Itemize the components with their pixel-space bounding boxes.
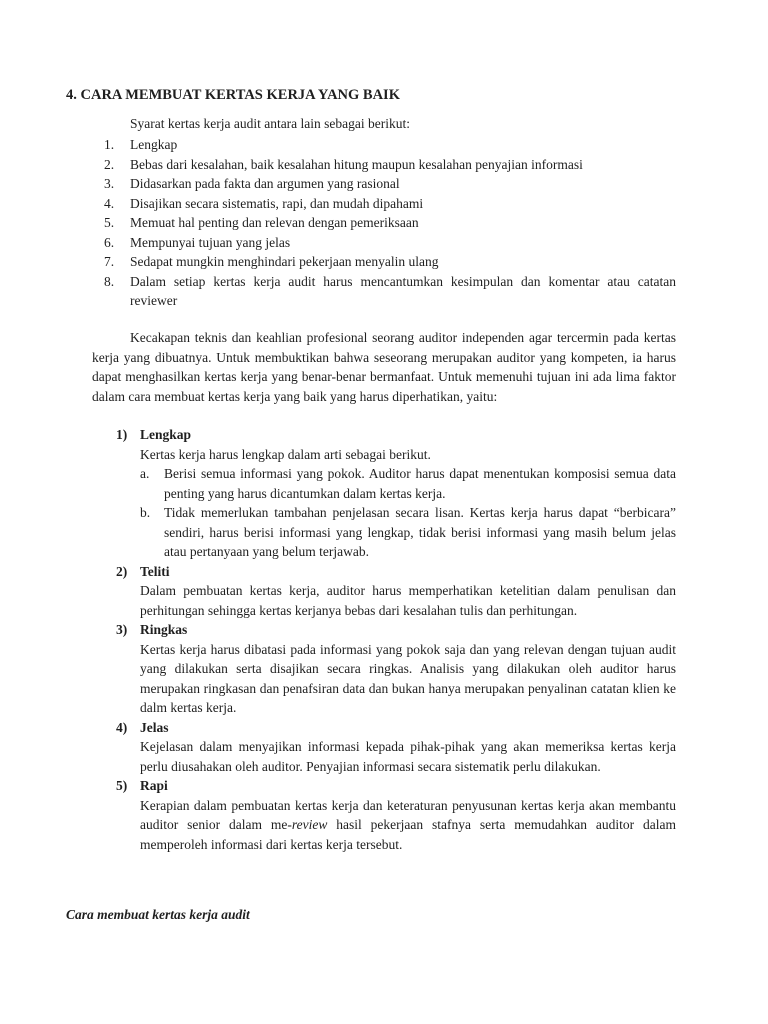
body-paragraph: Kecakapan teknis dan keahlian profesional seorang auditor independen agar tercermin pada kertas kerja yang dibuatnya. Untuk membuktikan bahwa seseorang merupakan auditor yang kompeten, ia harus dapat menghasilkan kertas kerja yang benar-benar bermanfaat. Untuk memenuhi tujuan ini ada lima faktor dalam cara membuat kertas kerja yang baik yang harus diperhatikan, yaitu: <box>92 330 676 404</box>
list-text: Mempunyai tujuan yang jelas <box>130 234 291 250</box>
sub-text: Tidak memerlukan tambahan penjelasan secara lisan. Kertas kerja harus dapat “berbicara” sendiri, harus berisi informasi yang lengkap, tidak berisi informasi yang masih belum jelas atau pertanyaan yang belum terjawab. <box>164 505 676 559</box>
factor-number: 2) <box>116 563 128 579</box>
factor-body <box>140 796 676 855</box>
factor-title: Rapi <box>140 778 168 793</box>
sub-text: Berisi semua informasi yang pokok. Auditor harus dapat menentukan komposisi semua data penting yang harus dicantumkan dalam kertas kerja. <box>164 466 676 501</box>
list-text: Didasarkan pada fakta dan argumen yang rasional <box>130 176 400 191</box>
list-text: Disajikan secara sistematis, rapi, dan mudah dipahami <box>130 195 424 211</box>
list-item <box>104 272 676 311</box>
sub-item <box>140 464 676 503</box>
sub-label: a. <box>140 466 150 481</box>
list-number: 3. <box>104 176 115 191</box>
closing-heading: Cara membuat kertas kerja audit <box>66 907 250 922</box>
list-text: Memuat hal penting dan relevan dengan pemeriksaan <box>130 215 419 230</box>
factor-title: Lengkap <box>140 427 192 442</box>
list-item <box>104 213 676 233</box>
list-item <box>104 252 676 272</box>
factor-body: Kertas kerja harus lengkap dalam arti sebagai berikut. <box>140 446 431 462</box>
requirements-list <box>104 135 676 311</box>
list-item <box>104 194 676 214</box>
factor-number: 5) <box>116 778 128 793</box>
list-text: Lengkap <box>130 137 178 152</box>
list-number: 1. <box>104 137 115 152</box>
list-text: Sedapat mungkin menghindari pekerjaan menyalin ulang <box>130 254 439 269</box>
section-heading: 4. CARA MEMBUAT KERTAS KERJA YANG BAIK <box>66 87 400 103</box>
factor-jelas <box>116 718 676 777</box>
list-item <box>104 233 676 253</box>
factor-number: 1) <box>116 427 128 442</box>
factor-lengkap <box>116 425 676 562</box>
factor-body: Kejelasan dalam menyajikan informasi kepada pihak-pihak yang akan memeriksa kertas kerja perlu diusahakan oleh auditor. Penyajian informasi secara sistematik perlu dilakukan. <box>140 739 676 774</box>
factor-number: 4) <box>116 719 128 735</box>
factor-title: Jelas <box>140 719 169 735</box>
list-text: Dalam setiap kertas kerja audit harus mencantumkan kesimpulan dan komentar atau catatan reviewer <box>130 273 676 308</box>
list-number: 8. <box>104 273 115 289</box>
factor-title: Ringkas <box>140 622 188 637</box>
factor-ringkas <box>116 620 676 718</box>
list-text: Bebas dari kesalahan, baik kesalahan hitung maupun kesalahan penyajian informasi <box>130 156 583 172</box>
factor-body: Kertas kerja harus dibatasi pada informasi yang pokok saja dan yang relevan dengan tujuan audit yang dilakukan serta disajikan secara ringkas. Analisis yang dilakukan oleh auditor harus merupakan ringkasan dan penafsiran data dan bukan hanya merupakan penyalinan catatan klien ke dalm kertas kerja. <box>140 641 676 715</box>
factor-body-end: hasil pekerjaan stafnya serta memudahkan auditor dalam memperoleh informasi dari kertas kerja tersebut. <box>140 817 676 852</box>
list-item <box>104 174 676 194</box>
factor-body-italic: review <box>291 817 328 832</box>
list-number: 4. <box>104 195 115 211</box>
factor-title: Teliti <box>140 563 170 579</box>
factor-body-start: Kerapian dalam pembuatan kertas kerja dan keteraturan penyusunan kertas kerja akan membantu auditor senior dalam me- <box>140 797 676 832</box>
list-number: 2. <box>104 156 115 172</box>
intro-text: Syarat kertas kerja audit antara lain sebagai berikut: <box>130 116 411 131</box>
sub-label: b. <box>140 505 151 520</box>
factors-list <box>116 425 676 854</box>
list-number: 6. <box>104 234 115 250</box>
list-item <box>104 155 676 175</box>
factor-teliti <box>116 562 676 621</box>
factor-number: 3) <box>116 622 128 637</box>
list-number: 7. <box>104 254 115 269</box>
factor-rapi <box>116 776 676 854</box>
sub-item <box>140 503 676 562</box>
list-number: 5. <box>104 215 115 230</box>
list-item <box>104 135 676 155</box>
factor-body: Dalam pembuatan kertas kerja, auditor harus memperhatikan ketelitian dalam penulisan dan perhitungan sehingga kertas kerjanya bebas dari kesalahan tulis dan perhitungan. <box>140 583 676 618</box>
